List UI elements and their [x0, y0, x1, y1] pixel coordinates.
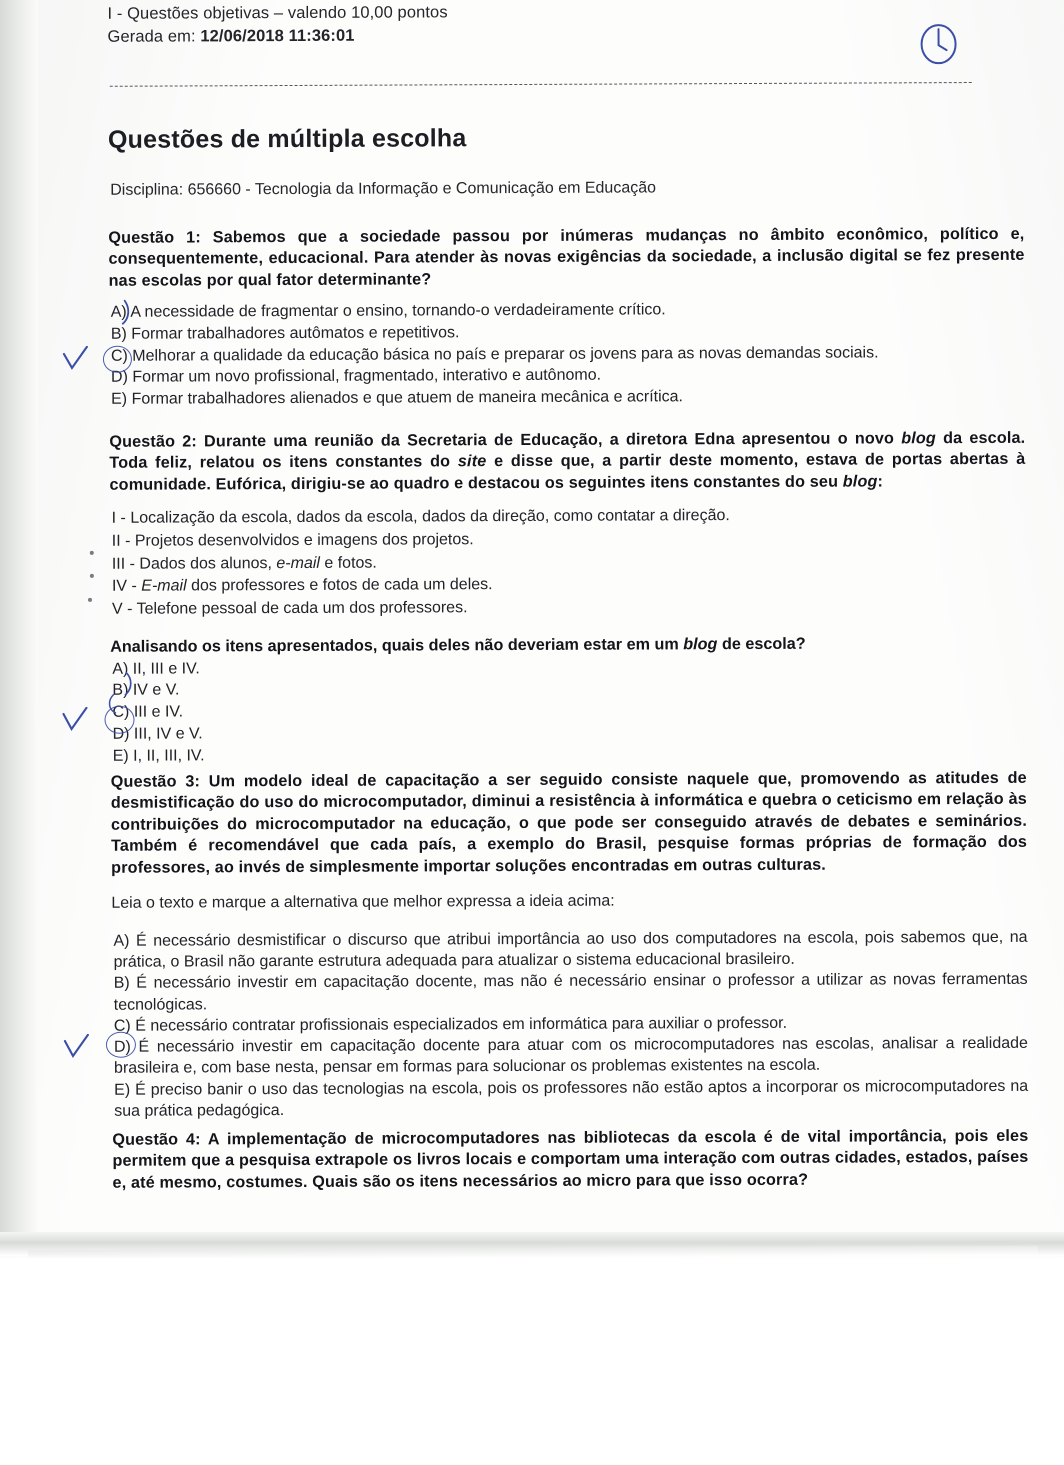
- question-2-options: [112, 655, 1026, 768]
- item-ii: II - Projetos desenvolvidos e imagens dos projetos.: [111, 531, 474, 550]
- item-iv: IV - E-mail dos professores e fotos de cada um deles.: [111, 576, 493, 596]
- question-4-text: A implementação de microcomputadores nas bibliotecas da escola é de vital importância, pois eles permitem que a pesquisa extrapole os livros locais e comportam uma interação com outras cidades, estados, países e, até mesmo, costumes. Quais são os itens necessários ao micro para que isso ocorra?: [112, 1126, 1029, 1192]
- option-b[interactable]: B) É necessário investir em capacitação docente, mas não é necessário ensinar o professor a utilizar as novas ferramentas tecnológicas.: [113, 971, 1028, 1014]
- question-2-items: [112, 504, 1026, 622]
- stray-ink-dot: [90, 551, 94, 555]
- question-1-label: Questão 1:: [108, 228, 201, 247]
- item-iii: III - Dados dos alunos, e-mail e fotos.: [111, 554, 377, 573]
- handwritten-circle-option-c: [103, 346, 132, 373]
- question-2-stem: [109, 428, 1025, 496]
- option-e[interactable]: E) É preciso banir o uso das tecnologias na escola, pois os professores não estão aptos a incorporar os microcomputadores na sua prática pedagógica.: [114, 1077, 1029, 1120]
- stray-ink-dot: [90, 574, 94, 578]
- generated-label: Gerada em:: [107, 27, 201, 46]
- option-a[interactable]: A) II, III e IV.: [112, 660, 200, 678]
- option-b[interactable]: B) Formar trabalhadores autômatos e repetitivos.: [110, 324, 460, 343]
- stray-ink-dot: [88, 598, 92, 602]
- question-4-label: Questão 4:: [112, 1130, 201, 1149]
- option-a[interactable]: A) É necessário desmistificar o discurso que atribui importância ao uso dos computadores na escola, pois sabemos que, na prática, o Brasil não garante estrutura adequada para atualizar o sistema educacional brasileiro.: [113, 928, 1028, 971]
- horizontal-divider: [110, 82, 972, 87]
- question-3-label: Questão 3:: [110, 772, 201, 791]
- option-a[interactable]: A) A necessidade de fragmentar o ensino, tornando-o verdadeiramente crítico.: [110, 301, 666, 321]
- handwritten-circle-option-d: [106, 1032, 136, 1058]
- exam-heading: I - Questões objetivas – valendo 10,00 pontos: [107, 3, 448, 23]
- question-3-text: Um modelo ideal de capacitação a ser seguido consiste naquele que, promovendo as atitudes de desmistificação do uso do microcomputador, diminui a resistência à informática e quebra o ceticismo em relação às contribuições do microcomputador na educação, o que pode ser conseguido através de debates e seminários. Também é recomendável que cada país, a exemplo do Brasil, pesquise formas próprias de formação dos professores, ao invés de simplesmente importar soluções encontradas em outras culturas.: [110, 768, 1028, 877]
- generated-timestamp: 12/06/2018 11:36:01: [200, 26, 355, 46]
- question-3-options: [113, 927, 1028, 1122]
- option-c[interactable]: C) III e IV.: [112, 703, 184, 721]
- item-v: V - Telefone pessoal de cada um dos professores.: [111, 599, 468, 618]
- question-1-options: [111, 298, 1025, 411]
- clock-icon: [917, 20, 959, 66]
- question-3-lead: Leia o texto e marque a alternativa que melhor expressa a ideia acima:: [111, 892, 615, 912]
- question-block-4: [112, 1126, 1028, 1194]
- option-d[interactable]: D) É necessário investir em capacitação docente para atuar com os microcomputadores nas escolas, analisar a realidade brasileira e, com base nesta, pensar em formas para solucionar os problemas existentes na escola.: [113, 1034, 1028, 1078]
- handwritten-circle-option-d: [104, 706, 134, 734]
- option-d[interactable]: D) III, IV e V.: [112, 725, 203, 743]
- page-title: Questões de múltipla escolha: [107, 124, 467, 154]
- question-1-text: Sabemos que a sociedade passou por inúmeras mudanças no âmbito econômico, político e, consequentemente, educacional. Para atender às novas exigências da sociedade, a inclusão digital se fez presente nas escolas por qual fator determinante?: [108, 224, 1025, 290]
- question-4-stem: [112, 1126, 1028, 1194]
- question-2-label: Questão 2:: [109, 432, 197, 451]
- discipline-line: Disciplina: 656660 - Tecnologia da Informação e Comunicação em Educação: [110, 179, 657, 199]
- option-d[interactable]: D) Formar um novo profissional, fragmentado, interativo e autônomo.: [110, 367, 602, 387]
- option-e[interactable]: E) Formar trabalhadores alienados e que atuem de maneira mecânica e acrítica.: [111, 388, 684, 408]
- question-2-sub-prompt: Analisando os itens apresentados, quais deles não deveriam estar em um blog de escola?: [110, 634, 806, 656]
- handwritten-check-question-2: [60, 707, 90, 735]
- question-1-stem: [108, 224, 1024, 292]
- handwritten-check-question-3: [62, 1034, 92, 1062]
- generated-line: [107, 27, 354, 47]
- question-2-text: Durante uma reunião da Secretaria de Educação, a diretora Edna apresentou o novo blog da escola. Toda feliz, relatou os itens constantes do site e disse que, a partir deste momento, estava de portas abertas à comunidade. Eufórica, dirigiu-se ao quadro e destacou os seguintes itens constantes do seu blog:: [109, 428, 1026, 494]
- item-i: I - Localização da escola, dados da escola, dados da direção, como contatar a direção.: [111, 507, 730, 527]
- question-block-1: [108, 224, 1025, 411]
- handwritten-check-question-1: [61, 346, 91, 374]
- question-3-stem: [111, 768, 1027, 879]
- option-c[interactable]: C) É necessário contratar profissionais especializados em informática para auxiliar o professor.: [113, 1014, 788, 1035]
- question-block-2: [109, 428, 1026, 767]
- option-b[interactable]: B) IV e V.: [112, 681, 180, 700]
- option-e[interactable]: E) I, II, III, IV.: [112, 747, 205, 765]
- question-block-3: [111, 768, 1029, 1122]
- option-c[interactable]: C) Melhorar a qualidade da educação básica no país e preparar os jovens para as novas demandas sociais.: [110, 344, 879, 365]
